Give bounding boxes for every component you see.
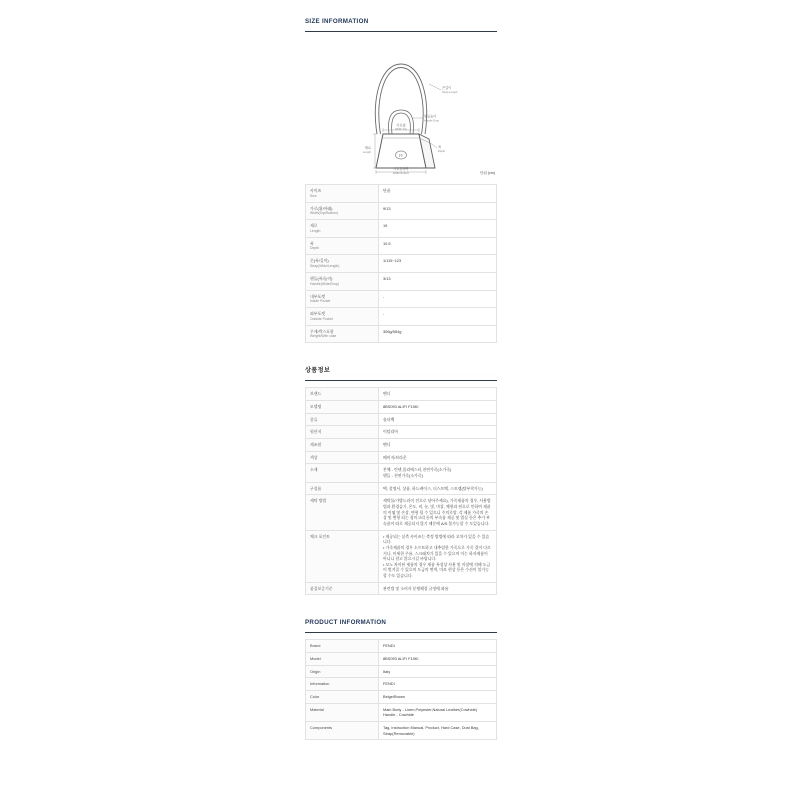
size-row-value: 3/13 bbox=[379, 272, 497, 290]
product-info-kr-title: 상품정보 bbox=[305, 367, 331, 375]
size-row-label bbox=[306, 290, 379, 308]
product-information-table bbox=[305, 639, 497, 740]
size-row-label-en: Depth bbox=[310, 246, 320, 251]
table-row bbox=[306, 255, 497, 273]
size-information-heading bbox=[305, 10, 497, 32]
size-row-label-en: Length bbox=[310, 228, 321, 233]
table-row bbox=[306, 426, 497, 439]
size-row-label-en: Width(Top/Bottom) bbox=[310, 211, 339, 216]
size-row-label bbox=[306, 325, 379, 343]
table-row bbox=[306, 495, 497, 530]
table-row bbox=[306, 388, 497, 401]
size-row-label bbox=[306, 308, 379, 326]
size-row-label-en: Handle(Wide/Drop) bbox=[310, 281, 340, 286]
label-length-en: Length bbox=[362, 150, 371, 154]
product-information-row-value: Main Body - Linen,Polyester,Natural Leather(Cowhide) Handle - Cowhide bbox=[379, 703, 497, 721]
size-row-label-en: Weight/With case bbox=[310, 334, 337, 339]
product-info-kr-table-body bbox=[306, 388, 497, 595]
label-depth-kr: 폭 bbox=[438, 145, 442, 149]
product-information-row-label: Brand bbox=[306, 640, 379, 653]
table-row bbox=[306, 325, 497, 343]
table-row bbox=[306, 237, 497, 255]
product-information-row-value: FENDI bbox=[379, 678, 497, 691]
size-row-label-kr: 폭 bbox=[310, 240, 314, 246]
product-info-row-value: 택, 설명서, 상품, 하드케이스, 더스트백, 스트랩(탈부착가능) bbox=[379, 482, 497, 495]
product-info-row-label: 색상 bbox=[306, 451, 379, 464]
product-information-table-body bbox=[306, 640, 497, 740]
label-width-bottom-kr: 가로밑바닥 bbox=[393, 167, 409, 172]
table-row bbox=[306, 582, 497, 595]
product-info-row-value: 숄더백 bbox=[379, 413, 497, 426]
size-row-label-kr: 가로(위/아래) bbox=[310, 205, 333, 211]
product-info-row-label: 모델명 bbox=[306, 401, 379, 414]
table-row bbox=[306, 678, 497, 691]
table-row bbox=[306, 653, 497, 666]
size-row-label-kr: 내부포켓 bbox=[310, 293, 326, 299]
table-row bbox=[306, 482, 497, 495]
size-row-label-en: Size bbox=[310, 193, 317, 198]
product-info-row-value: 본체 - 린넨,폴리에스터,천연가죽(소가죽) 핸들 - 천연가죽(소가죽) bbox=[379, 464, 497, 482]
product-info-row-label: 브랜드 bbox=[306, 388, 379, 401]
size-row-label bbox=[306, 202, 379, 220]
content-column bbox=[305, 10, 497, 754]
product-info-kr-heading bbox=[305, 359, 497, 381]
product-information-row-label: Information bbox=[306, 678, 379, 691]
table-row bbox=[306, 464, 497, 482]
label-handle-drop-kr: 핸들높이 bbox=[424, 114, 437, 119]
product-info-row-label: 세탁 방법 bbox=[306, 495, 379, 530]
size-row-label-kr: 끈(폭/길이) bbox=[310, 258, 329, 264]
size-row-label-kr: 무게/박스포함 bbox=[310, 328, 334, 334]
table-row bbox=[306, 272, 497, 290]
product-information-row-label: Color bbox=[306, 691, 379, 704]
product-info-row-value: 펜디 bbox=[379, 388, 497, 401]
size-row-label bbox=[306, 272, 379, 290]
product-info-row-value: 펜디 bbox=[379, 438, 497, 451]
product-information-row-label: Material bbox=[306, 703, 379, 721]
size-row-label-kr: 핸들(폭/높이) bbox=[310, 275, 333, 281]
size-row-label-kr: 세로 bbox=[310, 223, 318, 229]
size-row-value: 10.5 bbox=[379, 237, 497, 255]
size-row-value: 19 bbox=[379, 220, 497, 238]
size-row-label bbox=[306, 255, 379, 273]
size-row-value: - bbox=[379, 290, 497, 308]
label-length-kr: 세로 bbox=[364, 146, 371, 150]
product-info-row-label: 소재 bbox=[306, 464, 379, 482]
label-width-bottom-en: Width Bottom bbox=[392, 171, 410, 175]
product-information-row-label: Components bbox=[306, 722, 379, 740]
table-row bbox=[306, 722, 497, 740]
bag-diagram-container bbox=[305, 38, 497, 178]
size-information-title: SIZE INFORMATION bbox=[305, 18, 369, 25]
product-information-row-label: Model bbox=[306, 653, 379, 666]
size-row-label-en: Inside Pocket bbox=[310, 299, 331, 304]
table-row bbox=[306, 438, 497, 451]
size-row-label-en: Strap(Wide/Length) bbox=[310, 264, 340, 269]
size-row-label bbox=[306, 220, 379, 238]
product-info-row-label: 원산지 bbox=[306, 426, 379, 439]
table-row bbox=[306, 413, 497, 426]
product-information-row-value: 8BS093 ALIFI F15KI bbox=[379, 653, 497, 666]
size-row-value: 단품 bbox=[379, 185, 497, 203]
table-row bbox=[306, 451, 497, 464]
size-row-label-kr: 외부포켓 bbox=[310, 311, 326, 317]
table-row bbox=[306, 185, 497, 203]
table-row bbox=[306, 640, 497, 653]
size-information-section bbox=[305, 10, 497, 343]
label-width-top-kr: 가로윗 bbox=[396, 123, 406, 128]
table-row bbox=[306, 530, 497, 582]
table-row bbox=[306, 703, 497, 721]
size-row-value: - bbox=[379, 308, 497, 326]
product-info-kr-table bbox=[305, 387, 497, 595]
size-row-label-kr: 사이즈 bbox=[310, 188, 322, 193]
label-strap-length-kr: 끈길이 bbox=[442, 86, 452, 90]
product-info-row-label: 체크 포인트 bbox=[306, 530, 379, 582]
product-info-row-value: 관련법 및 소비자 분쟁해결 규정에 따름 bbox=[379, 582, 497, 595]
table-row bbox=[306, 202, 497, 220]
bag-measurement-diagram bbox=[305, 38, 497, 176]
label-depth-en: Depth bbox=[438, 149, 446, 153]
label-handle-drop-en: Handle Drop bbox=[424, 119, 440, 123]
product-information-section bbox=[305, 611, 497, 740]
size-table bbox=[305, 184, 497, 343]
size-row-label-en: Outside Pocket bbox=[310, 316, 333, 321]
product-information-title: PRODUCT INFORMATION bbox=[305, 619, 387, 627]
label-width-top-en: Width Top bbox=[395, 128, 407, 132]
table-row bbox=[306, 290, 497, 308]
size-row-value: 9/13 bbox=[379, 202, 497, 220]
product-info-kr-section bbox=[305, 359, 497, 595]
product-information-row-value: Italy bbox=[379, 665, 497, 678]
table-row bbox=[306, 308, 497, 326]
product-info-row-value: 세탁물/가방드라이 전으로 닦아주세요), 가죽제품의 경우, 사용방법과 환경습기, 온도, 비, 눈, 빛, 마찰, 체형과 핀으로 인하여 제품의 이염 및 손상, 변형 될 수 있으니 주의로암. 각 제품 가죽의 손상 및 변형 되는 경미고리 등의 부속품 제공 및 열실 등은 추가 부속품이 따로 제공되지 않기 때문에 A/S 불가능할 수 도있습니다. bbox=[379, 495, 497, 530]
product-info-row-value: 8BS093 ALIFI F15KI bbox=[379, 401, 497, 414]
product-information-row-value: Tag, Instruction Manual, Product, Hard Case, Dust Bag, Strap(Removable) bbox=[379, 722, 497, 740]
unit-label: 단위 (cm) bbox=[479, 171, 495, 175]
table-row bbox=[306, 401, 497, 414]
label-strap-length-en: Strap Length bbox=[442, 91, 458, 94]
product-info-row-label: 종류 bbox=[306, 413, 379, 426]
product-information-heading bbox=[305, 611, 497, 633]
product-information-row-label: Origin bbox=[306, 665, 379, 678]
product-info-row-value: 베이지/브라운 bbox=[379, 451, 497, 464]
product-information-row-value: FENDI bbox=[379, 640, 497, 653]
size-row-label bbox=[306, 185, 379, 203]
product-information-row-value: Beige/Brown bbox=[379, 691, 497, 704]
product-info-row-value: 이탈리아 bbox=[379, 426, 497, 439]
size-table-body bbox=[306, 185, 497, 343]
product-info-row-label: 구성품 bbox=[306, 482, 379, 495]
product-info-row-value: • 제공되는 실측 사이즈는 측정 방법에 따라 오차가 있을 수 있습니다. • 가죽제품의 경우 소프트하고 내추럴한 가죽으로 가죽 결이 다르거나, 미세한 주름, 스크래치가 있을 수 있으며 이는 하자제품이 아니니 참고 않으시길 바랍니다. • 모노 차이된 제품의 경우 제품 특성상 사용 및 마찰에 의해 도금이 벗겨질 수 있으며 도금의 변색, 마모 현상 등은 수선이 불가능할 수도 있습니다. bbox=[379, 530, 497, 582]
table-row bbox=[306, 665, 497, 678]
product-info-row-label: 제조원 bbox=[306, 438, 379, 451]
size-row-value: 306g/554g bbox=[379, 325, 497, 343]
svg-text:FF: FF bbox=[398, 153, 404, 158]
table-row bbox=[306, 691, 497, 704]
table-row bbox=[306, 220, 497, 238]
size-row-label bbox=[306, 237, 379, 255]
size-row-value: 1/115~123 bbox=[379, 255, 497, 273]
product-info-row-label: 품질보증기준 bbox=[306, 582, 379, 595]
